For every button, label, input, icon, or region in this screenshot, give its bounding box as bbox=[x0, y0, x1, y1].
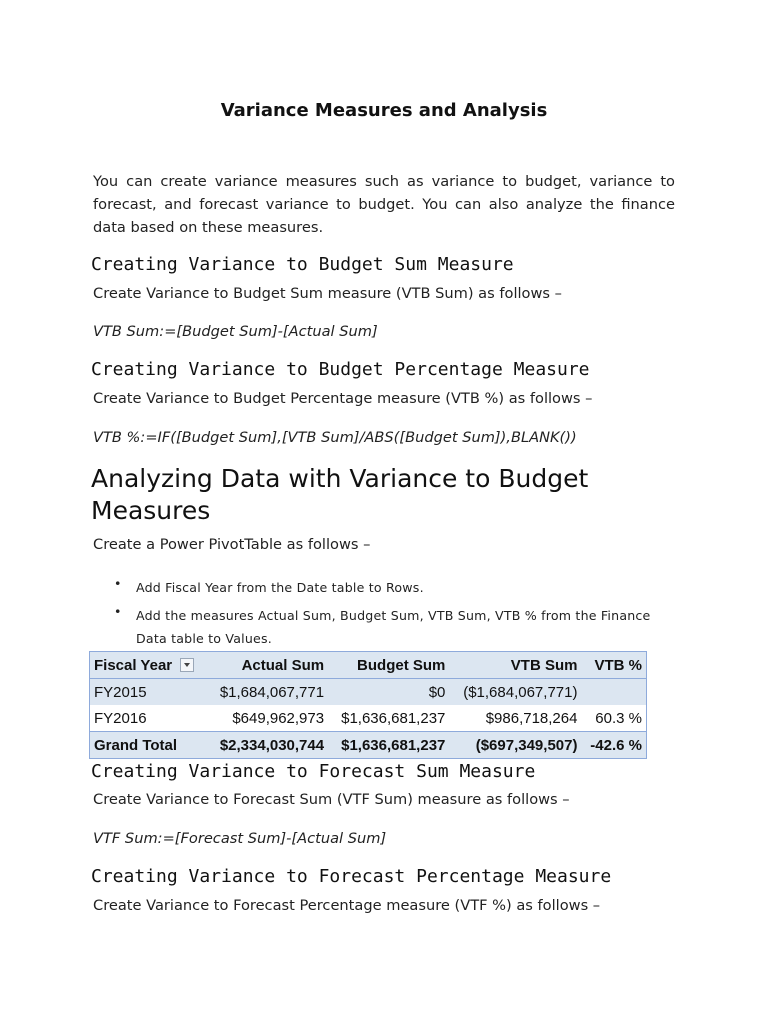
header-label: Fiscal Year bbox=[94, 656, 173, 674]
cell-vtb-pct: -42.6 % bbox=[581, 732, 646, 759]
cell-vtb-pct bbox=[581, 679, 646, 706]
pivot-table bbox=[89, 651, 647, 759]
heading-vtb-sum: Creating Variance to Budget Sum Measure bbox=[91, 254, 514, 275]
heading-vtb-pct: Creating Variance to Budget Percentage Measure bbox=[91, 359, 590, 380]
header-vtb-sum: VTB Sum bbox=[449, 652, 581, 679]
header-vtb-pct: VTB % bbox=[581, 652, 646, 679]
header-budget-sum: Budget Sum bbox=[328, 652, 449, 679]
formula-vtf-sum: VTF Sum:=[Forecast Sum]-[Actual Sum] bbox=[93, 830, 387, 847]
table-row bbox=[90, 705, 646, 732]
cell-vtb-sum: $986,718,264 bbox=[449, 705, 581, 732]
cell-vtb-sum: ($1,684,067,771) bbox=[449, 679, 581, 706]
bullet-icon: • bbox=[114, 604, 122, 619]
cell-actual-sum: $2,334,030,744 bbox=[207, 732, 328, 759]
text-vtb-sum: Create Variance to Budget Sum measure (VTB Sum) as follows – bbox=[93, 285, 562, 302]
heading-vtf-pct: Creating Variance to Forecast Percentage Measure bbox=[91, 866, 612, 887]
text-vtf-sum: Create Variance to Forecast Sum (VTF Sum) measure as follows – bbox=[93, 791, 570, 808]
header-fiscal-year bbox=[90, 652, 207, 679]
row-label: FY2015 bbox=[90, 679, 207, 706]
list-item-text: Add Fiscal Year from the Date table to Rows. bbox=[136, 580, 424, 595]
pivot-header-row bbox=[90, 652, 646, 679]
grand-total-row bbox=[90, 732, 646, 759]
cell-budget-sum: $1,636,681,237 bbox=[328, 732, 449, 759]
text-vtf-pct: Create Variance to Forecast Percentage measure (VTF %) as follows – bbox=[93, 897, 601, 914]
cell-budget-sum: $0 bbox=[328, 679, 449, 706]
formula-vtb-sum: VTB Sum:=[Budget Sum]-[Actual Sum] bbox=[93, 323, 378, 340]
cell-budget-sum: $1,636,681,237 bbox=[328, 705, 449, 732]
heading-vtf-sum: Creating Variance to Forecast Sum Measure bbox=[91, 761, 536, 782]
table-row bbox=[90, 679, 646, 706]
bullet-icon: • bbox=[114, 576, 122, 591]
page-title: Variance Measures and Analysis bbox=[220, 100, 548, 121]
list-item-text: Add the measures Actual Sum, Budget Sum, VTB Sum, VTB % from the Finance Data table to Values. bbox=[136, 608, 651, 646]
cell-vtb-sum: ($697,349,507) bbox=[449, 732, 581, 759]
cell-actual-sum: $1,684,067,771 bbox=[207, 679, 328, 706]
intro-paragraph: You can create variance measures such as variance to budget, variance to forecast, and forecast variance to budget. You can also analyze the finance data based on these measures. bbox=[93, 173, 675, 236]
text-analyzing: Create a Power PivotTable as follows – bbox=[93, 536, 371, 553]
text-vtb-pct: Create Variance to Budget Percentage measure (VTB %) as follows – bbox=[93, 390, 593, 407]
cell-actual-sum: $649,962,973 bbox=[207, 705, 328, 732]
heading-analyzing: Analyzing Data with Variance to Budget Measures bbox=[91, 464, 589, 525]
filter-dropdown-icon[interactable] bbox=[180, 658, 194, 672]
cell-vtb-pct: 60.3 % bbox=[581, 705, 646, 732]
formula-vtb-pct: VTB %:=IF([Budget Sum],[VTB Sum]/ABS([Budget Sum]),BLANK()) bbox=[93, 429, 577, 446]
row-label: Grand Total bbox=[90, 732, 207, 759]
row-label: FY2016 bbox=[90, 705, 207, 732]
header-actual-sum: Actual Sum bbox=[207, 652, 328, 679]
